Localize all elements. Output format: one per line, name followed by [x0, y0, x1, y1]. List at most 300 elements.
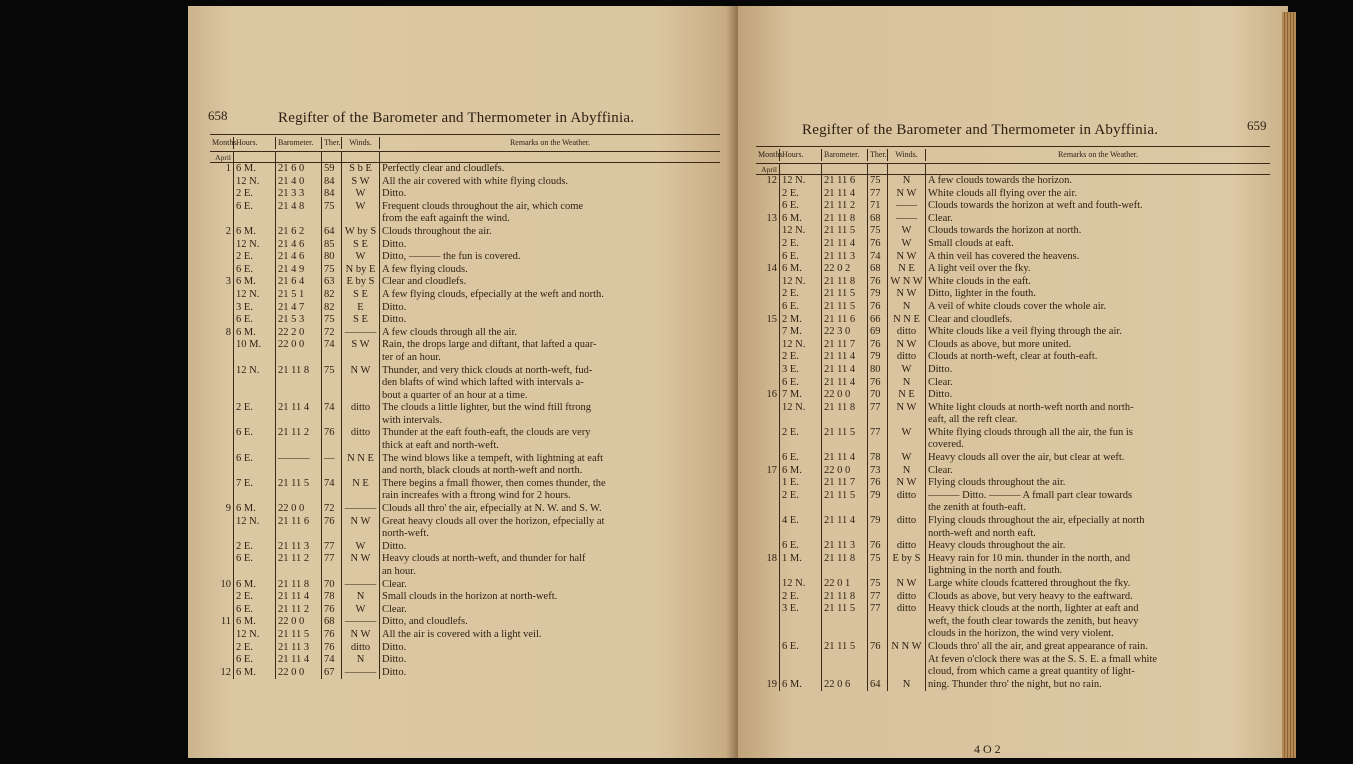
hours-cell: 2 E.: [234, 642, 276, 655]
month-cell: [756, 603, 780, 616]
col-winds: Winds.: [888, 149, 926, 162]
winds-cell: S b E: [342, 163, 380, 176]
ther-cell: 68: [868, 263, 888, 276]
table-row: [210, 377, 720, 390]
table-row: [210, 553, 720, 566]
table-row: [756, 188, 1270, 201]
ther-cell: 76: [868, 276, 888, 289]
month-cell: [210, 264, 234, 277]
barometer-cell: 22 0 1: [822, 578, 868, 591]
winds-cell: N: [888, 301, 926, 314]
remarks-cell: Clear.: [382, 603, 407, 615]
barometer-cell: 22 0 0: [276, 339, 322, 352]
ther-cell: 79: [868, 351, 888, 364]
remarks-cell: There begins a fmall fhower, then comes thunder, the: [382, 477, 606, 489]
table-row: [756, 502, 1270, 515]
winds-cell: N W: [888, 188, 926, 201]
ther-cell: 64: [868, 679, 888, 692]
winds-cell: ——: [888, 213, 926, 226]
table-row: [210, 478, 720, 491]
table-row: [756, 414, 1270, 427]
table-row: [210, 490, 720, 503]
hours-cell: [780, 616, 822, 629]
month-cell: [210, 553, 234, 566]
right-page-number: 659: [1247, 118, 1267, 133]
table-row: [210, 213, 720, 226]
ther-cell: [322, 415, 342, 428]
table-row: [210, 465, 720, 478]
remarks-cell: Clear.: [928, 464, 953, 476]
month-cell: [756, 402, 780, 415]
barometer-cell: [276, 377, 322, 390]
winds-cell: N E: [888, 389, 926, 402]
ther-cell: 76: [868, 641, 888, 654]
ther-cell: 69: [868, 326, 888, 339]
hours-cell: 6 E.: [234, 201, 276, 214]
hours-cell: [780, 528, 822, 541]
month-cell: [210, 528, 234, 541]
remarks-cell: Flying clouds throughout the air.: [928, 477, 1066, 489]
hours-cell: 1 E.: [780, 477, 822, 490]
barometer-cell: 21 11 3: [822, 540, 868, 553]
remarks-cell: Ditto, lighter in the fouth.: [928, 288, 1036, 300]
hours-cell: 7 E.: [234, 478, 276, 491]
winds-cell: W: [888, 225, 926, 238]
barometer-cell: 21 11 5: [822, 288, 868, 301]
barometer-cell: [276, 352, 322, 365]
ther-cell: 67: [322, 667, 342, 680]
month-cell: [210, 377, 234, 390]
remarks-cell: Heavy clouds throughout the air.: [928, 540, 1066, 552]
winds-cell: W: [342, 604, 380, 617]
table-row: [210, 276, 720, 289]
hours-cell: 6 M.: [780, 465, 822, 478]
remarks-cell: Ditto.: [382, 666, 407, 678]
barometer-cell: 21 11 8: [276, 365, 322, 378]
ther-cell: 82: [322, 302, 342, 315]
ther-cell: 76: [868, 301, 888, 314]
remarks-cell: Heavy rain for 10 min. thunder in the north, and: [928, 552, 1131, 564]
hours-cell: [780, 502, 822, 515]
hours-cell: 3 E.: [234, 302, 276, 315]
table-row: [210, 176, 720, 189]
ther-cell: [868, 628, 888, 641]
winds-cell: ditto: [342, 642, 380, 655]
hours-cell: 12 N.: [234, 176, 276, 189]
winds-cell: W: [888, 427, 926, 440]
winds-cell: [888, 616, 926, 629]
remarks-cell: Ditto.: [928, 363, 953, 375]
table-row: [210, 503, 720, 516]
barometer-cell: [822, 502, 868, 515]
month-cell: [210, 302, 234, 315]
winds-cell: S E: [342, 289, 380, 302]
hours-cell: 6 E.: [780, 200, 822, 213]
month-cell: [210, 352, 234, 365]
ther-cell: [322, 528, 342, 541]
winds-cell: S E: [342, 314, 380, 327]
table-row: [756, 238, 1270, 251]
barometer-cell: ———: [276, 453, 322, 466]
month-cell: 12: [756, 175, 780, 188]
hours-cell: 6 E.: [780, 301, 822, 314]
month-cell: 2: [210, 226, 234, 239]
table-row: [756, 452, 1270, 465]
winds-cell: [888, 654, 926, 667]
table-row: [210, 616, 720, 629]
remarks-cell: Ditto.: [382, 301, 407, 313]
hours-cell: 6 E.: [234, 553, 276, 566]
barometer-cell: 21 11 4: [276, 654, 322, 667]
barometer-cell: 21 11 8: [822, 553, 868, 566]
col-remarks: Remarks on the Weather.: [1057, 149, 1139, 159]
ther-cell: 73: [868, 465, 888, 478]
hours-cell: [234, 490, 276, 503]
hours-cell: 6 E.: [234, 654, 276, 667]
ther-cell: 59: [322, 163, 342, 176]
month-cell: [210, 566, 234, 579]
winds-cell: [342, 490, 380, 503]
winds-cell: N W: [342, 553, 380, 566]
hours-cell: 6 E.: [234, 314, 276, 327]
hours-cell: [234, 465, 276, 478]
month-cell: 19: [756, 679, 780, 692]
hours-cell: 6 E.: [780, 540, 822, 553]
ther-cell: 74: [868, 251, 888, 264]
barometer-cell: 21 6 2: [276, 226, 322, 239]
winds-cell: W: [342, 201, 380, 214]
remarks-cell: Clouds towards the horizon at weft and fouth-weft.: [928, 200, 1143, 212]
month-cell: [756, 414, 780, 427]
remarks-cell: rain increafes with a ftrong wind for 2 hours.: [382, 490, 571, 502]
remarks-cell: Clear and cloudlefs.: [928, 313, 1013, 325]
hours-cell: 6 E.: [234, 604, 276, 617]
table-row: [756, 200, 1270, 213]
month-cell: [210, 465, 234, 478]
barometer-cell: 21 11 4: [276, 591, 322, 604]
barometer-cell: 21 11 4: [822, 351, 868, 364]
left-page-number: 658: [208, 108, 228, 123]
table-row: [756, 515, 1270, 528]
winds-cell: ———: [342, 503, 380, 516]
month-cell: 14: [756, 263, 780, 276]
remarks-cell: Heavy clouds all over the air, but clear at weft.: [928, 452, 1125, 464]
winds-cell: [342, 465, 380, 478]
winds-cell: [342, 528, 380, 541]
barometer-cell: [822, 666, 868, 679]
remarks-cell: Thunder at the eaft fouth-eaft, the clouds are very: [382, 427, 591, 439]
winds-cell: ———: [342, 579, 380, 592]
hours-cell: 1 M.: [780, 553, 822, 566]
hours-cell: 6 M.: [234, 276, 276, 289]
barometer-cell: [276, 490, 322, 503]
barometer-cell: 21 4 8: [276, 201, 322, 214]
remarks-cell: A thin veil has covered the heavens.: [928, 250, 1080, 262]
remarks-cell: Clouds as above, but very heavy to the eaftward.: [928, 590, 1133, 602]
ther-cell: 76: [868, 477, 888, 490]
remarks-cell: Frequent clouds throughout the air, which come: [382, 200, 584, 212]
remarks-cell: cloud, from which came a great quantity of light-: [928, 666, 1135, 678]
table-row: [756, 628, 1270, 641]
ther-cell: 76: [322, 629, 342, 642]
remarks-cell: north-weft and north eaft.: [928, 527, 1036, 539]
remarks-cell: A few flying clouds.: [382, 263, 468, 275]
ther-cell: 72: [322, 503, 342, 516]
table-row: [756, 427, 1270, 440]
ther-cell: 66: [868, 314, 888, 327]
ther-cell: 84: [322, 188, 342, 201]
hours-cell: 10 M.: [234, 339, 276, 352]
barometer-cell: 21 11 5: [822, 490, 868, 503]
table-row: [756, 301, 1270, 314]
hours-cell: [234, 415, 276, 428]
barometer-cell: [822, 654, 868, 667]
winds-cell: ditto: [342, 402, 380, 415]
table-row: [756, 364, 1270, 377]
remarks-cell: Heavy clouds at north-weft, and thunder for half: [382, 553, 586, 565]
barometer-cell: 21 11 3: [276, 642, 322, 655]
barometer-cell: 21 11 8: [822, 402, 868, 415]
remarks-cell: Clouds thro' all the air, and great appearance of rain.: [928, 640, 1148, 652]
remarks-cell: weft, the fouth clear towards the zenith, but heavy: [928, 615, 1139, 627]
remarks-cell: bout a quarter of an hour at a time.: [382, 389, 528, 401]
winds-cell: N W: [888, 578, 926, 591]
ther-cell: 75: [322, 201, 342, 214]
table-row: [210, 163, 720, 176]
remarks-cell: and north, black clouds at north-weft and north.: [382, 465, 583, 477]
left-page: [188, 6, 738, 758]
barometer-cell: [276, 415, 322, 428]
remarks-cell: Clear and cloudlefs.: [382, 276, 467, 288]
month-cell: [756, 452, 780, 465]
table-row: [210, 415, 720, 428]
ther-cell: [322, 490, 342, 503]
remarks-cell: ter of an hour.: [382, 351, 441, 363]
table-row: [756, 553, 1270, 566]
col-barometer: Barometer.: [822, 149, 868, 162]
barometer-cell: 21 11 3: [822, 251, 868, 264]
remarks-cell: Perfectly clear and cloudlefs.: [382, 163, 505, 174]
hours-cell: [234, 377, 276, 390]
month-cell: [210, 239, 234, 252]
right-month-row: [756, 164, 1270, 175]
winds-cell: N W: [888, 402, 926, 415]
table-row: [210, 591, 720, 604]
hours-cell: 6 M.: [234, 327, 276, 340]
table-row: [756, 565, 1270, 578]
col-barometer: Barometer.: [276, 137, 322, 150]
month-cell: [756, 528, 780, 541]
month-cell: [210, 642, 234, 655]
month-cell: [210, 188, 234, 201]
barometer-cell: 21 11 6: [822, 314, 868, 327]
hours-cell: 2 E.: [234, 188, 276, 201]
hours-cell: 6 M.: [234, 163, 276, 176]
barometer-cell: 21 11 7: [822, 339, 868, 352]
hours-cell: [780, 666, 822, 679]
ther-cell: 76: [322, 604, 342, 617]
barometer-cell: 21 11 5: [822, 641, 868, 654]
barometer-cell: 22 0 0: [276, 503, 322, 516]
table-row: [756, 477, 1270, 490]
barometer-cell: [276, 528, 322, 541]
month-cell: 9: [210, 503, 234, 516]
month-cell: [756, 276, 780, 289]
remarks-cell: Rain, the drops large and diftant, that lafted a quar-: [382, 339, 597, 351]
ther-cell: 79: [868, 490, 888, 503]
barometer-cell: 22 0 0: [276, 616, 322, 629]
winds-cell: N: [888, 377, 926, 390]
month-cell: [756, 326, 780, 339]
month-cell: [756, 364, 780, 377]
hours-cell: 7 M.: [780, 326, 822, 339]
table-row: [210, 528, 720, 541]
ther-cell: 74: [322, 478, 342, 491]
hours-cell: 2 E.: [234, 591, 276, 604]
table-row: [210, 239, 720, 252]
ther-cell: 79: [868, 288, 888, 301]
table-row: [210, 339, 720, 352]
month-cell: [210, 289, 234, 302]
month-cell: [210, 201, 234, 214]
hours-cell: 6 E.: [780, 251, 822, 264]
table-row: [210, 516, 720, 529]
barometer-cell: 21 11 8: [276, 579, 322, 592]
ther-cell: [322, 213, 342, 226]
ther-cell: 75: [322, 264, 342, 277]
ther-cell: 77: [322, 553, 342, 566]
ther-cell: [868, 654, 888, 667]
barometer-cell: [276, 440, 322, 453]
barometer-cell: 21 11 8: [822, 276, 868, 289]
barometer-cell: 21 11 4: [276, 402, 322, 415]
remarks-cell: All the air is covered with a light veil.: [382, 628, 542, 640]
barometer-cell: 22 0 0: [276, 667, 322, 680]
month-cell: 13: [756, 213, 780, 226]
remarks-cell: Flying clouds throughout the air, efpecially at north: [928, 515, 1145, 527]
remarks-cell: from the eaft againft the wind.: [382, 213, 510, 225]
winds-cell: [342, 440, 380, 453]
barometer-cell: 21 11 4: [822, 364, 868, 377]
barometer-cell: 21 11 4: [822, 238, 868, 251]
barometer-cell: 21 11 6: [276, 516, 322, 529]
table-row: [210, 188, 720, 201]
ther-cell: 70: [868, 389, 888, 402]
ther-cell: [868, 502, 888, 515]
hours-cell: 2 E.: [234, 402, 276, 415]
remarks-cell: Ditto.: [928, 389, 953, 401]
ther-cell: 74: [322, 654, 342, 667]
hours-cell: [234, 390, 276, 403]
winds-cell: ———: [342, 667, 380, 680]
month-label: April: [210, 152, 234, 162]
remarks-cell: The wind blows like a tempeft, with lightning at eaft: [382, 452, 604, 464]
month-cell: [210, 604, 234, 617]
winds-cell: ditto: [888, 515, 926, 528]
table-row: [756, 251, 1270, 264]
month-cell: [210, 213, 234, 226]
ther-cell: 68: [868, 213, 888, 226]
hours-cell: 12 N.: [780, 402, 822, 415]
remarks-cell: the zenith at fouth-eaft.: [928, 502, 1026, 514]
hours-cell: 6 M.: [234, 503, 276, 516]
winds-cell: W: [342, 541, 380, 554]
table-row: [210, 402, 720, 415]
winds-cell: [342, 390, 380, 403]
hours-cell: 6 M.: [780, 679, 822, 692]
ther-cell: 74: [322, 339, 342, 352]
ther-cell: 76: [322, 642, 342, 655]
right-page: [738, 6, 1288, 758]
remarks-cell: Ditto.: [382, 654, 407, 666]
month-cell: [756, 591, 780, 604]
remarks-cell: A few flying clouds, efpecially at the weft and north.: [382, 288, 604, 300]
hours-cell: 6 E.: [780, 452, 822, 465]
remarks-cell: lightning in the north and fouth.: [928, 565, 1063, 577]
table-row: [210, 314, 720, 327]
winds-cell: [888, 439, 926, 452]
winds-cell: N: [888, 175, 926, 188]
month-cell: 11: [210, 616, 234, 629]
winds-cell: ditto: [888, 591, 926, 604]
ther-cell: 82: [322, 289, 342, 302]
left-table-body: [210, 163, 720, 679]
winds-cell: N W: [888, 477, 926, 490]
barometer-cell: 21 11 4: [822, 188, 868, 201]
month-cell: [756, 225, 780, 238]
barometer-cell: 21 11 8: [822, 591, 868, 604]
table-row: [210, 566, 720, 579]
remarks-cell: clouds in the horizon, the wind very violent.: [928, 628, 1114, 640]
ther-cell: 75: [322, 365, 342, 378]
table-row: [756, 389, 1270, 402]
winds-cell: ditto: [888, 351, 926, 364]
month-cell: [756, 427, 780, 440]
barometer-cell: 21 4 9: [276, 264, 322, 277]
winds-cell: N: [342, 591, 380, 604]
winds-cell: ———: [342, 616, 380, 629]
month-cell: [756, 188, 780, 201]
winds-cell: [342, 213, 380, 226]
table-row: [210, 427, 720, 440]
table-row: [756, 679, 1270, 692]
remarks-cell: White clouds in the eaft.: [928, 275, 1031, 287]
month-cell: [210, 541, 234, 554]
ther-cell: 76: [868, 377, 888, 390]
open-book: [188, 6, 1288, 758]
month-cell: 12: [210, 667, 234, 680]
winds-cell: [888, 666, 926, 679]
barometer-cell: [822, 414, 868, 427]
hours-cell: 3 E.: [780, 364, 822, 377]
remarks-cell: with intervals.: [382, 414, 443, 426]
winds-cell: N W: [888, 288, 926, 301]
month-cell: [756, 490, 780, 503]
table-row: [756, 641, 1270, 654]
remarks-cell: White light clouds at north-weft north and north-: [928, 401, 1134, 413]
remarks-cell: Ditto.: [382, 540, 407, 552]
barometer-cell: 21 11 5: [822, 427, 868, 440]
winds-cell: [888, 502, 926, 515]
remarks-cell: White clouds like a veil flying through the air.: [928, 326, 1122, 338]
hours-cell: 6 M.: [234, 579, 276, 592]
remarks-cell: White flying clouds through all the air, the fun is: [928, 426, 1133, 438]
ther-cell: [322, 377, 342, 390]
month-cell: [756, 200, 780, 213]
winds-cell: W: [342, 251, 380, 264]
table-row: [756, 603, 1270, 616]
barometer-cell: 21 4 6: [276, 239, 322, 252]
